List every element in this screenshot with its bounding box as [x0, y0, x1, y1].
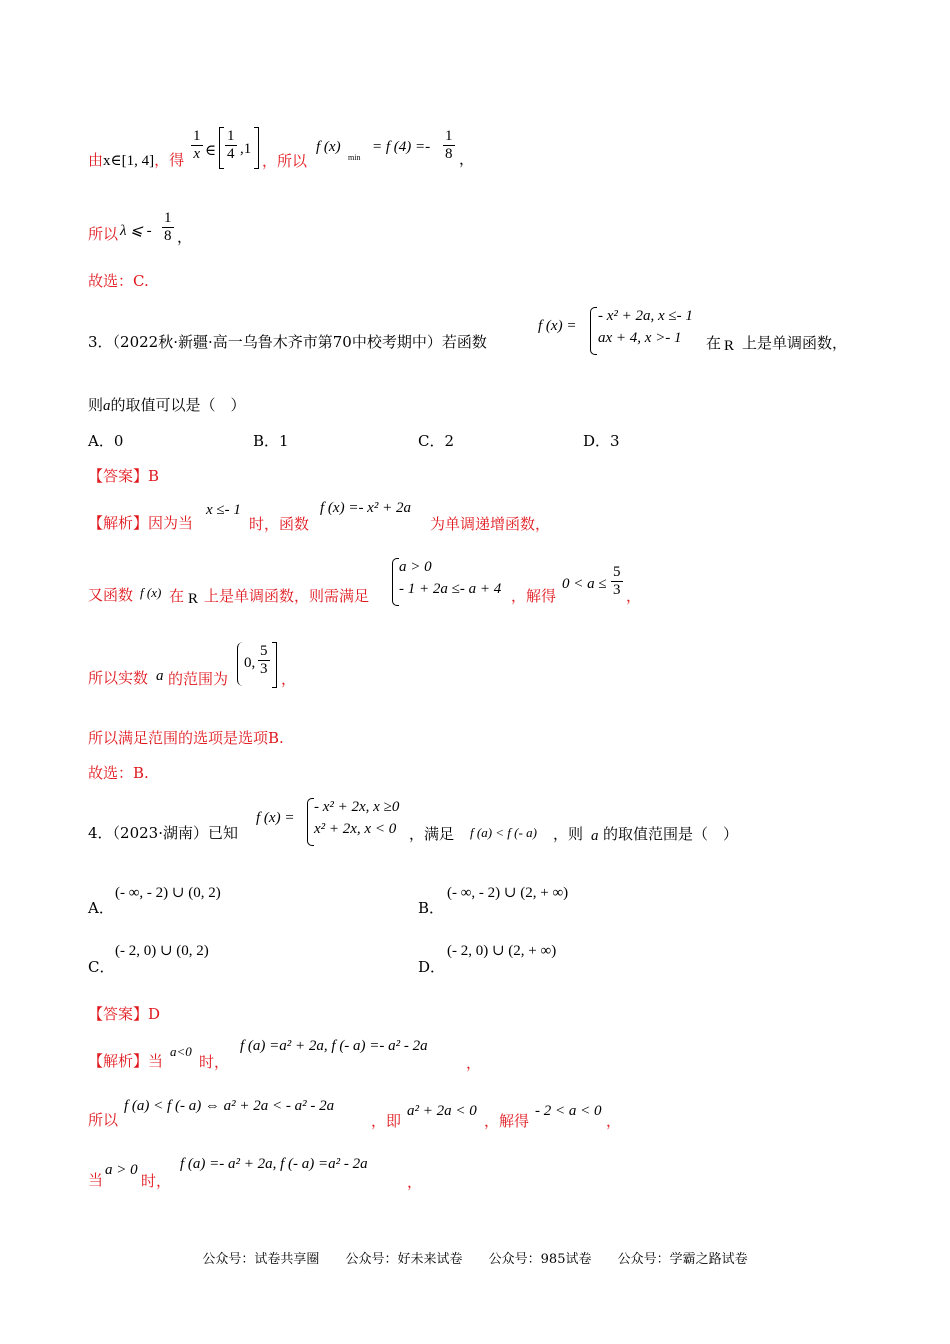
math-expr: ,1 [240, 141, 252, 157]
page-footer [0, 1248, 950, 1267]
text: ，满足 [409, 825, 455, 843]
text: 所以 [88, 225, 119, 243]
system-of-inequalities: a > 0 - 1 + 2a ≤- a + 4 [399, 559, 502, 597]
text: ， [281, 670, 297, 688]
option-d-label[interactable]: D． [418, 958, 446, 976]
question-3-line-2: 则a的取值可以是（ ） [88, 396, 246, 414]
math-expr: f (a) =- a² + 2a, f (- a) =a² - 2a [180, 1156, 368, 1172]
text: 为单调递增函数， [430, 515, 551, 533]
fraction-1-over-8: $\frac{1}{8}$ [164, 210, 172, 244]
option-c-label[interactable]: C． [88, 958, 115, 976]
text: 时，函数 [249, 515, 310, 533]
bracket-right [272, 642, 277, 688]
piecewise-brace [307, 798, 314, 846]
question-3-line-1 [88, 332, 487, 352]
system-brace [392, 558, 399, 606]
math-expr: a² + 2a < 0 [407, 1103, 477, 1119]
text: ， [626, 587, 642, 605]
math-set: R [188, 591, 199, 607]
question-text: 3．（2022秋·新疆·高一乌鲁木齐市第70中校考期中）若函数 [88, 333, 487, 351]
option-a[interactable]: A．0 [88, 432, 124, 450]
math-set: R [724, 338, 735, 354]
analysis-3-line-4: 所以满足范围的选项是选项B. [88, 729, 284, 747]
fraction-5-over-3: $\frac{5}{3}$ [260, 643, 268, 677]
math-expr: x∈[1, 4] [103, 153, 155, 169]
text: 的取值范围是（ ） [603, 825, 739, 843]
option-c-value[interactable]: (- 2, 0) ∪ (0, 2) [115, 943, 209, 959]
math-expr: f (x) =- x² + 2a [320, 500, 411, 516]
piecewise-cases: - x² + 2a, x ≤- 1 ax + 4, x >- 1 [598, 308, 693, 346]
analysis-4-line-1: 【解析】当 [88, 1052, 164, 1070]
text: ，则 [553, 825, 584, 843]
fraction-1-over-x: $\frac{1}{x}$ [193, 128, 201, 162]
math-expr: = f (4) =- [372, 139, 431, 155]
footer-item: 公众号：985试卷 [488, 1252, 592, 1267]
analysis-3-line-3: 所以实数 [88, 669, 149, 687]
math-subscript: min [348, 153, 361, 162]
question-4-line-1: 4．（2023·湖南）已知 [88, 824, 238, 842]
math-expr: a<0 [170, 1044, 192, 1059]
footer-item: 公众号：试卷共享圈 [202, 1252, 320, 1267]
math-symbol: ∈ [205, 143, 217, 159]
option-d-value[interactable]: (- 2, 0) ∪ (2, + ∞) [447, 943, 557, 959]
option-c[interactable]: C．2 [418, 432, 455, 450]
option-b-value[interactable]: (- ∞, - 2) ∪ (2, + ∞) [447, 885, 569, 901]
option-d[interactable]: D．3 [583, 432, 620, 450]
solution-line-2 [88, 224, 118, 244]
text: ， [407, 1173, 423, 1191]
text: ， [466, 1054, 482, 1072]
math-expr: f (a) < f (- a) ⇔ a² + 2a < - a² - 2a [124, 1098, 335, 1114]
math-expr: f (x) [316, 139, 341, 155]
analysis-3-line-1: 【解析】因为当 [88, 514, 194, 532]
piecewise-cases: - x² + 2x, x ≥0 x² + 2x, x < 0 [314, 799, 400, 837]
fraction-5-over-3: $\frac{5}{3}$ [613, 564, 621, 598]
footer-item: 公众号：学霸之路试卷 [617, 1252, 748, 1267]
math-expr: f (x) [140, 585, 162, 600]
text: ， [459, 152, 475, 168]
text: ，得 [154, 151, 185, 169]
text: ，解得 [511, 587, 557, 605]
text: ， [177, 230, 193, 246]
math-expr: f (a) < f (- a) [470, 825, 537, 840]
math-expr: f (a) =a² + 2a, f (- a) =- a² - 2a [240, 1038, 428, 1054]
math-expr: a > 0 [105, 1162, 138, 1178]
text: 由 [88, 151, 104, 169]
option-b[interactable]: B．1 [253, 432, 289, 450]
fraction-1-over-4: $\frac{1}{4}$ [227, 128, 235, 162]
math-expr: λ ⩽ - [120, 223, 152, 239]
footer-item: 公众号：好未来试卷 [345, 1252, 463, 1267]
text: ，所以 [262, 152, 308, 170]
option-b-label[interactable]: B． [418, 899, 445, 917]
math-expr: f (x) = [256, 810, 295, 826]
text: ，解得 [484, 1112, 530, 1130]
solution-line-1 [88, 150, 184, 171]
answer-3: 【答案】B [88, 467, 160, 485]
math-var: a [156, 668, 164, 684]
analysis-4-line-3: 当 [88, 1171, 104, 1189]
option-a-label[interactable]: A． [88, 899, 114, 917]
text: 在 [706, 334, 722, 352]
text: 时， [141, 1172, 172, 1190]
analysis-4-line-2: 所以 [88, 1111, 119, 1129]
text: ，即 [371, 1112, 402, 1130]
text: 的范围为 [168, 670, 229, 688]
option-a-value[interactable]: (- ∞, - 2) ∪ (0, 2) [115, 885, 221, 901]
text: ， [606, 1112, 622, 1130]
fraction-1-over-8: $\frac{1}{8}$ [445, 128, 453, 162]
choice-conclusion: 故选：B. [88, 764, 149, 782]
math-expr: - 2 < a < 0 [535, 1103, 602, 1119]
text: 时， [199, 1053, 230, 1071]
answer-4: 【答案】D [88, 1005, 161, 1023]
text: 上是单调函数， [742, 334, 848, 352]
math-var: a [591, 828, 599, 844]
choice-conclusion: 故选：C. [88, 272, 149, 290]
piecewise-brace [590, 307, 597, 355]
bracket-left [219, 127, 224, 169]
math-expr: x ≤- 1 [206, 502, 241, 518]
math-expr: 0, [244, 655, 256, 671]
text: 上是单调函数，则需满足 [204, 587, 370, 605]
analysis-3-line-2: 又函数 [88, 586, 134, 604]
paren-left [237, 642, 243, 686]
text: 在 [169, 587, 185, 605]
math-expr: f (x) = [538, 318, 577, 334]
math-expr: 0 < a ≤ [562, 576, 607, 592]
bracket-right [254, 127, 259, 169]
